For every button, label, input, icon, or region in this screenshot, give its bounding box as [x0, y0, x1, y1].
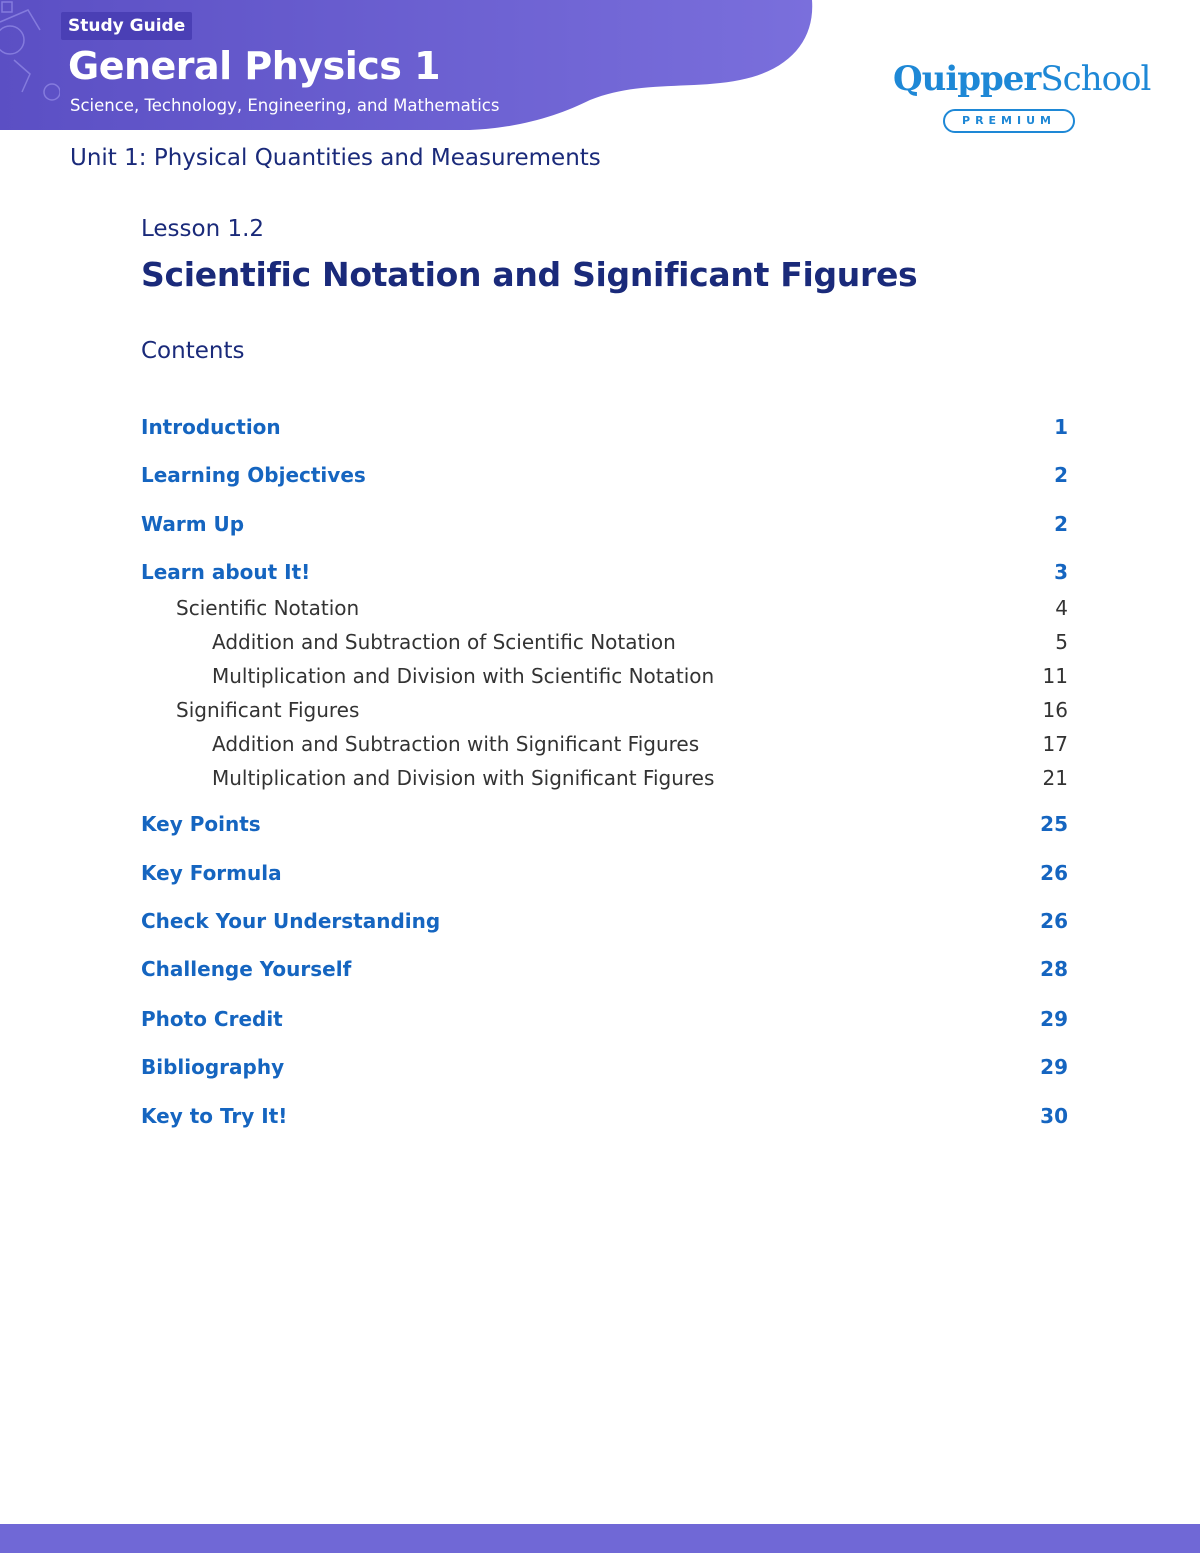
toc-entry-page: 29	[1040, 1055, 1068, 1079]
toc-entry-page: 11	[1042, 664, 1068, 688]
toc-entry-label: Significant Figures	[176, 698, 360, 722]
toc-entry-label: Introduction	[141, 415, 281, 439]
toc-entry[interactable]	[176, 596, 1068, 626]
toc-entry-label: Multiplication and Division with Scientific Notation	[212, 664, 715, 688]
toc-entry-page: 3	[1054, 560, 1068, 584]
toc-entry[interactable]	[141, 1007, 1068, 1037]
toc-entry-page: 2	[1054, 463, 1068, 487]
brand-premium-pill: PREMIUM	[943, 109, 1075, 133]
toc-entry-label: Bibliography	[141, 1055, 285, 1079]
toc-entry-label: Learn about It!	[141, 560, 311, 584]
toc-entry-label: Key to Try It!	[141, 1104, 288, 1128]
toc-entry-label: Photo Credit	[141, 1007, 283, 1031]
toc-entry-label: Multiplication and Division with Significant Figures	[212, 766, 715, 790]
toc-entry-page: 26	[1040, 861, 1068, 885]
toc-entry-page: 25	[1040, 812, 1068, 836]
study-guide-badge: Study Guide	[61, 12, 192, 40]
toc-entry[interactable]	[141, 1055, 1068, 1085]
toc-entry-label: Addition and Subtraction with Significant Figures	[212, 732, 700, 756]
toc-entry-page: 26	[1040, 909, 1068, 933]
toc-entry-page: 28	[1040, 957, 1068, 981]
toc-entry[interactable]	[141, 415, 1068, 445]
course-title: General Physics 1	[68, 44, 441, 88]
lesson-title: Scientific Notation and Significant Figures	[141, 255, 918, 294]
decorative-line-art	[0, 0, 60, 130]
toc-entry-label: Key Points	[141, 812, 261, 836]
quipper-school-logo	[893, 58, 1151, 127]
toc-entry[interactable]	[141, 812, 1068, 842]
toc-entry-page: 29	[1040, 1007, 1068, 1031]
brand-name-school: School	[1040, 59, 1151, 99]
toc-entry[interactable]	[212, 732, 1068, 762]
toc-entry-label: Addition and Subtraction of Scientific Notation	[212, 630, 676, 654]
toc-entry-label: Challenge Yourself	[141, 957, 352, 981]
lesson-number: Lesson 1.2	[141, 216, 265, 242]
contents-heading: Contents	[141, 338, 245, 364]
toc-entry-page: 1	[1054, 415, 1068, 439]
toc-entry-label: Check Your Understanding	[141, 909, 441, 933]
toc-entry-page: 30	[1040, 1104, 1068, 1128]
toc-entry[interactable]	[141, 861, 1068, 891]
toc-entry-label: Scientific Notation	[176, 596, 360, 620]
toc-entry[interactable]	[141, 909, 1068, 939]
toc-entry-page: 17	[1042, 732, 1068, 756]
toc-entry-page: 16	[1042, 698, 1068, 722]
toc-entry-label: Learning Objectives	[141, 463, 366, 487]
toc-entry-page: 4	[1055, 596, 1068, 620]
course-subtitle: Science, Technology, Engineering, and Mathematics	[70, 96, 500, 115]
toc-entry-page: 2	[1054, 512, 1068, 536]
toc-entry[interactable]	[212, 630, 1068, 660]
footer-band	[0, 1524, 1200, 1553]
toc-entry[interactable]	[212, 766, 1068, 796]
toc-entry[interactable]	[141, 957, 1068, 987]
unit-title: Unit 1: Physical Quantities and Measurements	[70, 145, 601, 171]
toc-entry[interactable]	[212, 664, 1068, 694]
toc-entry[interactable]	[141, 1104, 1068, 1134]
toc-entry[interactable]	[141, 560, 1068, 590]
toc-entry-label: Key Formula	[141, 861, 282, 885]
toc-entry-label: Warm Up	[141, 512, 245, 536]
brand-name-quipper: Quipper	[893, 59, 1041, 99]
toc-entry-page: 5	[1055, 630, 1068, 654]
toc-entry[interactable]	[141, 512, 1068, 542]
toc-entry[interactable]	[141, 463, 1068, 493]
toc-entry-page: 21	[1042, 766, 1068, 790]
toc-entry[interactable]	[176, 698, 1068, 728]
